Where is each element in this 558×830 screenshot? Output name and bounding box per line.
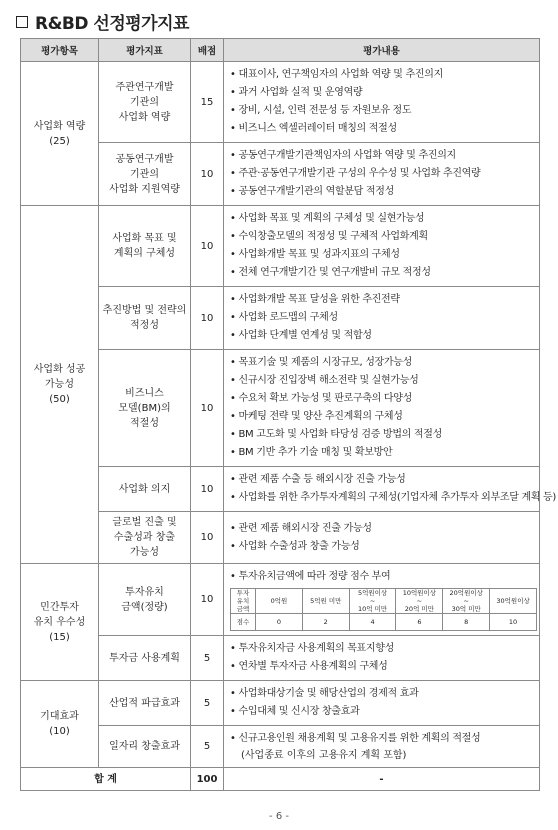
criteria-list xyxy=(230,568,537,586)
criteria-item: • 과거 사업화 실적 및 운영역량 xyxy=(230,84,537,102)
indicator-cell: 공동연구개발 기관의 사업화 지원역량 xyxy=(99,143,191,206)
criteria-item: • 사업화를 위한 추가투자계획의 구체성(기업자체 추가투자 외부조달 계획 등) xyxy=(230,489,537,507)
criteria-item: • BM 고도화 및 사업화 타당성 검증 방법의 적절성 xyxy=(230,426,537,444)
tier-amount: 20억원이상 ~ 30억 미만 xyxy=(443,589,490,614)
tier-label: 투자 유치 금액 xyxy=(231,589,256,614)
criteria-list xyxy=(230,520,537,556)
tier-amount-row xyxy=(231,589,537,614)
score-cell: 10 xyxy=(191,206,224,287)
table-row xyxy=(21,512,540,564)
criteria-item: • 사업화 목표 및 계획의 구체성 및 실현가능성 xyxy=(230,210,537,228)
category-cell: 사업화 성공 가능성 (50) xyxy=(21,206,99,564)
score-cell: 5 xyxy=(191,636,224,681)
criteria-item: • 비즈니스 엑셀러레이터 매칭의 적절성 xyxy=(230,120,537,138)
criteria-item: • 사업화 로드맵의 구체성 xyxy=(230,309,537,327)
criteria-item: • 신규시장 진입장벽 해소전략 및 실현가능성 xyxy=(230,372,537,390)
criteria-list xyxy=(230,640,537,676)
criteria-item: • 수익창출모델의 적정성 및 구체적 사업화계획 xyxy=(230,228,537,246)
score-cell: 10 xyxy=(191,512,224,564)
tier-score: 0 xyxy=(256,614,303,631)
criteria-item: • 사업화 수출성과 창출 가능성 xyxy=(230,538,537,556)
criteria-item: • 수요처 확보 가능성 및 판로구축의 다양성 xyxy=(230,390,537,408)
table-row xyxy=(21,564,540,636)
header-indicator: 평가지표 xyxy=(99,39,191,62)
total-row xyxy=(21,768,540,791)
category-cell: 민간투자 유치 우수성 (15) xyxy=(21,564,99,681)
criteria-item: • 공동연구개발기관의 역할분담 적정성 xyxy=(230,183,537,201)
table-row xyxy=(21,467,540,512)
criteria-item: • 대표이사, 연구책임자의 사업화 역량 및 추진의지 xyxy=(230,66,537,84)
header-score: 배점 xyxy=(191,39,224,62)
table-row xyxy=(21,287,540,350)
content-cell xyxy=(224,467,556,512)
criteria-list xyxy=(230,210,537,282)
criteria-item: • 사업화대상기술 및 해당산업의 경제적 효과 xyxy=(230,685,537,703)
indicator-cell: 일자리 창출효과 xyxy=(99,726,191,768)
table-row xyxy=(21,62,540,143)
criteria-item: • 장비, 시설, 인력 전문성 등 자원보유 정도 xyxy=(230,102,537,120)
score-cell: 10 xyxy=(191,564,224,636)
evaluation-table xyxy=(20,38,556,791)
checkbox-square-icon xyxy=(16,16,28,28)
tier-amount: 5억원 미만 xyxy=(302,589,349,614)
investment-tier-table xyxy=(230,588,537,631)
title-text: R&BD 선정평가지표 xyxy=(35,14,189,34)
total-label: 합 계 xyxy=(21,768,191,791)
tier-amount: 0억원 xyxy=(256,589,303,614)
content-cell xyxy=(224,512,540,564)
content-cell xyxy=(224,564,540,636)
tier-amount: 30억원이상 xyxy=(490,589,537,614)
tier-score: 8 xyxy=(443,614,490,631)
criteria-item: • 투자유치금액에 따라 정량 점수 부여 xyxy=(230,568,537,586)
criteria-item: • 수입대체 및 신시장 창출효과 xyxy=(230,703,537,721)
total-score: 100 xyxy=(191,768,224,791)
content-cell xyxy=(224,350,540,467)
criteria-note: (사업종료 이후의 고용유지 계획 포함) xyxy=(241,750,407,761)
tier-score: 4 xyxy=(349,614,396,631)
content-cell xyxy=(224,62,540,143)
criteria-list xyxy=(230,66,537,138)
criteria-item: • 전체 연구개발기간 및 연구개발비 규모 적정성 xyxy=(230,264,537,282)
content-cell xyxy=(224,681,540,726)
score-cell: 10 xyxy=(191,143,224,206)
score-cell: 15 xyxy=(191,62,224,143)
tier-amount: 10억원이상 ~ 20억 미만 xyxy=(396,589,443,614)
criteria-item: • 공동연구개발기관책임자의 사업화 역량 및 추진의지 xyxy=(230,147,537,165)
table-row xyxy=(21,636,540,681)
page-number: - 6 - xyxy=(269,811,289,822)
tier-score: 6 xyxy=(396,614,443,631)
table-row xyxy=(21,726,540,768)
criteria-list xyxy=(230,685,537,721)
content-cell xyxy=(224,726,540,768)
criteria-item: • 사업화 단계별 연계성 및 적합성 xyxy=(230,327,537,345)
table-row xyxy=(21,143,540,206)
criteria-item: • BM 기반 추가 기술 매칭 및 확보방안 xyxy=(230,444,537,462)
criteria-item: • 목표기술 및 제품의 시장규모, 성장가능성 xyxy=(230,354,537,372)
criteria-list xyxy=(230,471,556,507)
criteria-item: • 마케팅 전략 및 양산 추진계획의 구체성 xyxy=(230,408,537,426)
criteria-item: • 관련 제품 해외시장 진출 가능성 xyxy=(230,520,537,538)
criteria-item: • 신규고용인원 채용계획 및 고용유지를 위한 계획의 적절성 xyxy=(230,730,537,748)
criteria-item: • 주관·공동연구개발기관 구성의 우수성 및 사업화 추진역량 xyxy=(230,165,537,183)
criteria-list xyxy=(230,291,537,345)
table-row xyxy=(21,350,540,467)
criteria-item: • 관련 제품 수출 등 해외시장 진출 가능성 xyxy=(230,471,537,489)
criteria-item: • 사업화개발 목표 달성을 위한 추진전략 xyxy=(230,291,537,309)
table-row xyxy=(21,206,540,287)
content-cell xyxy=(224,636,540,681)
tier-score: 10 xyxy=(490,614,537,631)
tier-score: 2 xyxy=(302,614,349,631)
score-cell: 5 xyxy=(191,681,224,726)
indicator-cell: 글로벌 진출 및 수출성과 창출 가능성 xyxy=(99,512,191,564)
content-cell xyxy=(224,287,540,350)
header-category: 평가항목 xyxy=(21,39,99,62)
indicator-cell: 산업적 파급효과 xyxy=(99,681,191,726)
header-content: 평가내용 xyxy=(224,39,540,62)
score-cell: 10 xyxy=(191,350,224,467)
total-content: - xyxy=(224,768,540,791)
criteria-item: • 연차별 투자자금 사용계획의 구체성 xyxy=(230,658,537,676)
tier-score-row xyxy=(231,614,537,631)
criteria-list xyxy=(230,730,537,748)
indicator-cell: 추진방법 및 전략의 적정성 xyxy=(99,287,191,350)
indicator-cell: 사업화 목표 및 계획의 구체성 xyxy=(99,206,191,287)
indicator-cell: 투자금 사용계획 xyxy=(99,636,191,681)
indicator-cell: 주관연구개발 기관의 사업화 역량 xyxy=(99,62,191,143)
criteria-list xyxy=(230,147,537,201)
score-cell: 10 xyxy=(191,467,224,512)
content-cell xyxy=(224,143,540,206)
category-cell: 사업화 역량 (25) xyxy=(21,62,99,206)
score-cell: 10 xyxy=(191,287,224,350)
table-row xyxy=(21,681,540,726)
tier-score-label: 점수 xyxy=(231,614,256,631)
criteria-item: • 투자유치자금 사용계획의 목표지향성 xyxy=(230,640,537,658)
criteria-item: • 사업화개발 목표 및 성과지표의 구체성 xyxy=(230,246,537,264)
indicator-cell: 비즈니스 모델(BM)의 적절성 xyxy=(99,350,191,467)
indicator-cell: 사업화 의지 xyxy=(99,467,191,512)
table-header-row xyxy=(21,39,540,62)
page-title xyxy=(16,9,189,34)
criteria-list xyxy=(230,354,537,462)
score-cell: 5 xyxy=(191,726,224,768)
tier-amount: 5억원이상 ~ 10억 미만 xyxy=(349,589,396,614)
content-cell xyxy=(224,206,540,287)
category-cell: 기대효과 (10) xyxy=(21,681,99,768)
indicator-cell: 투자유치 금액(정량) xyxy=(99,564,191,636)
